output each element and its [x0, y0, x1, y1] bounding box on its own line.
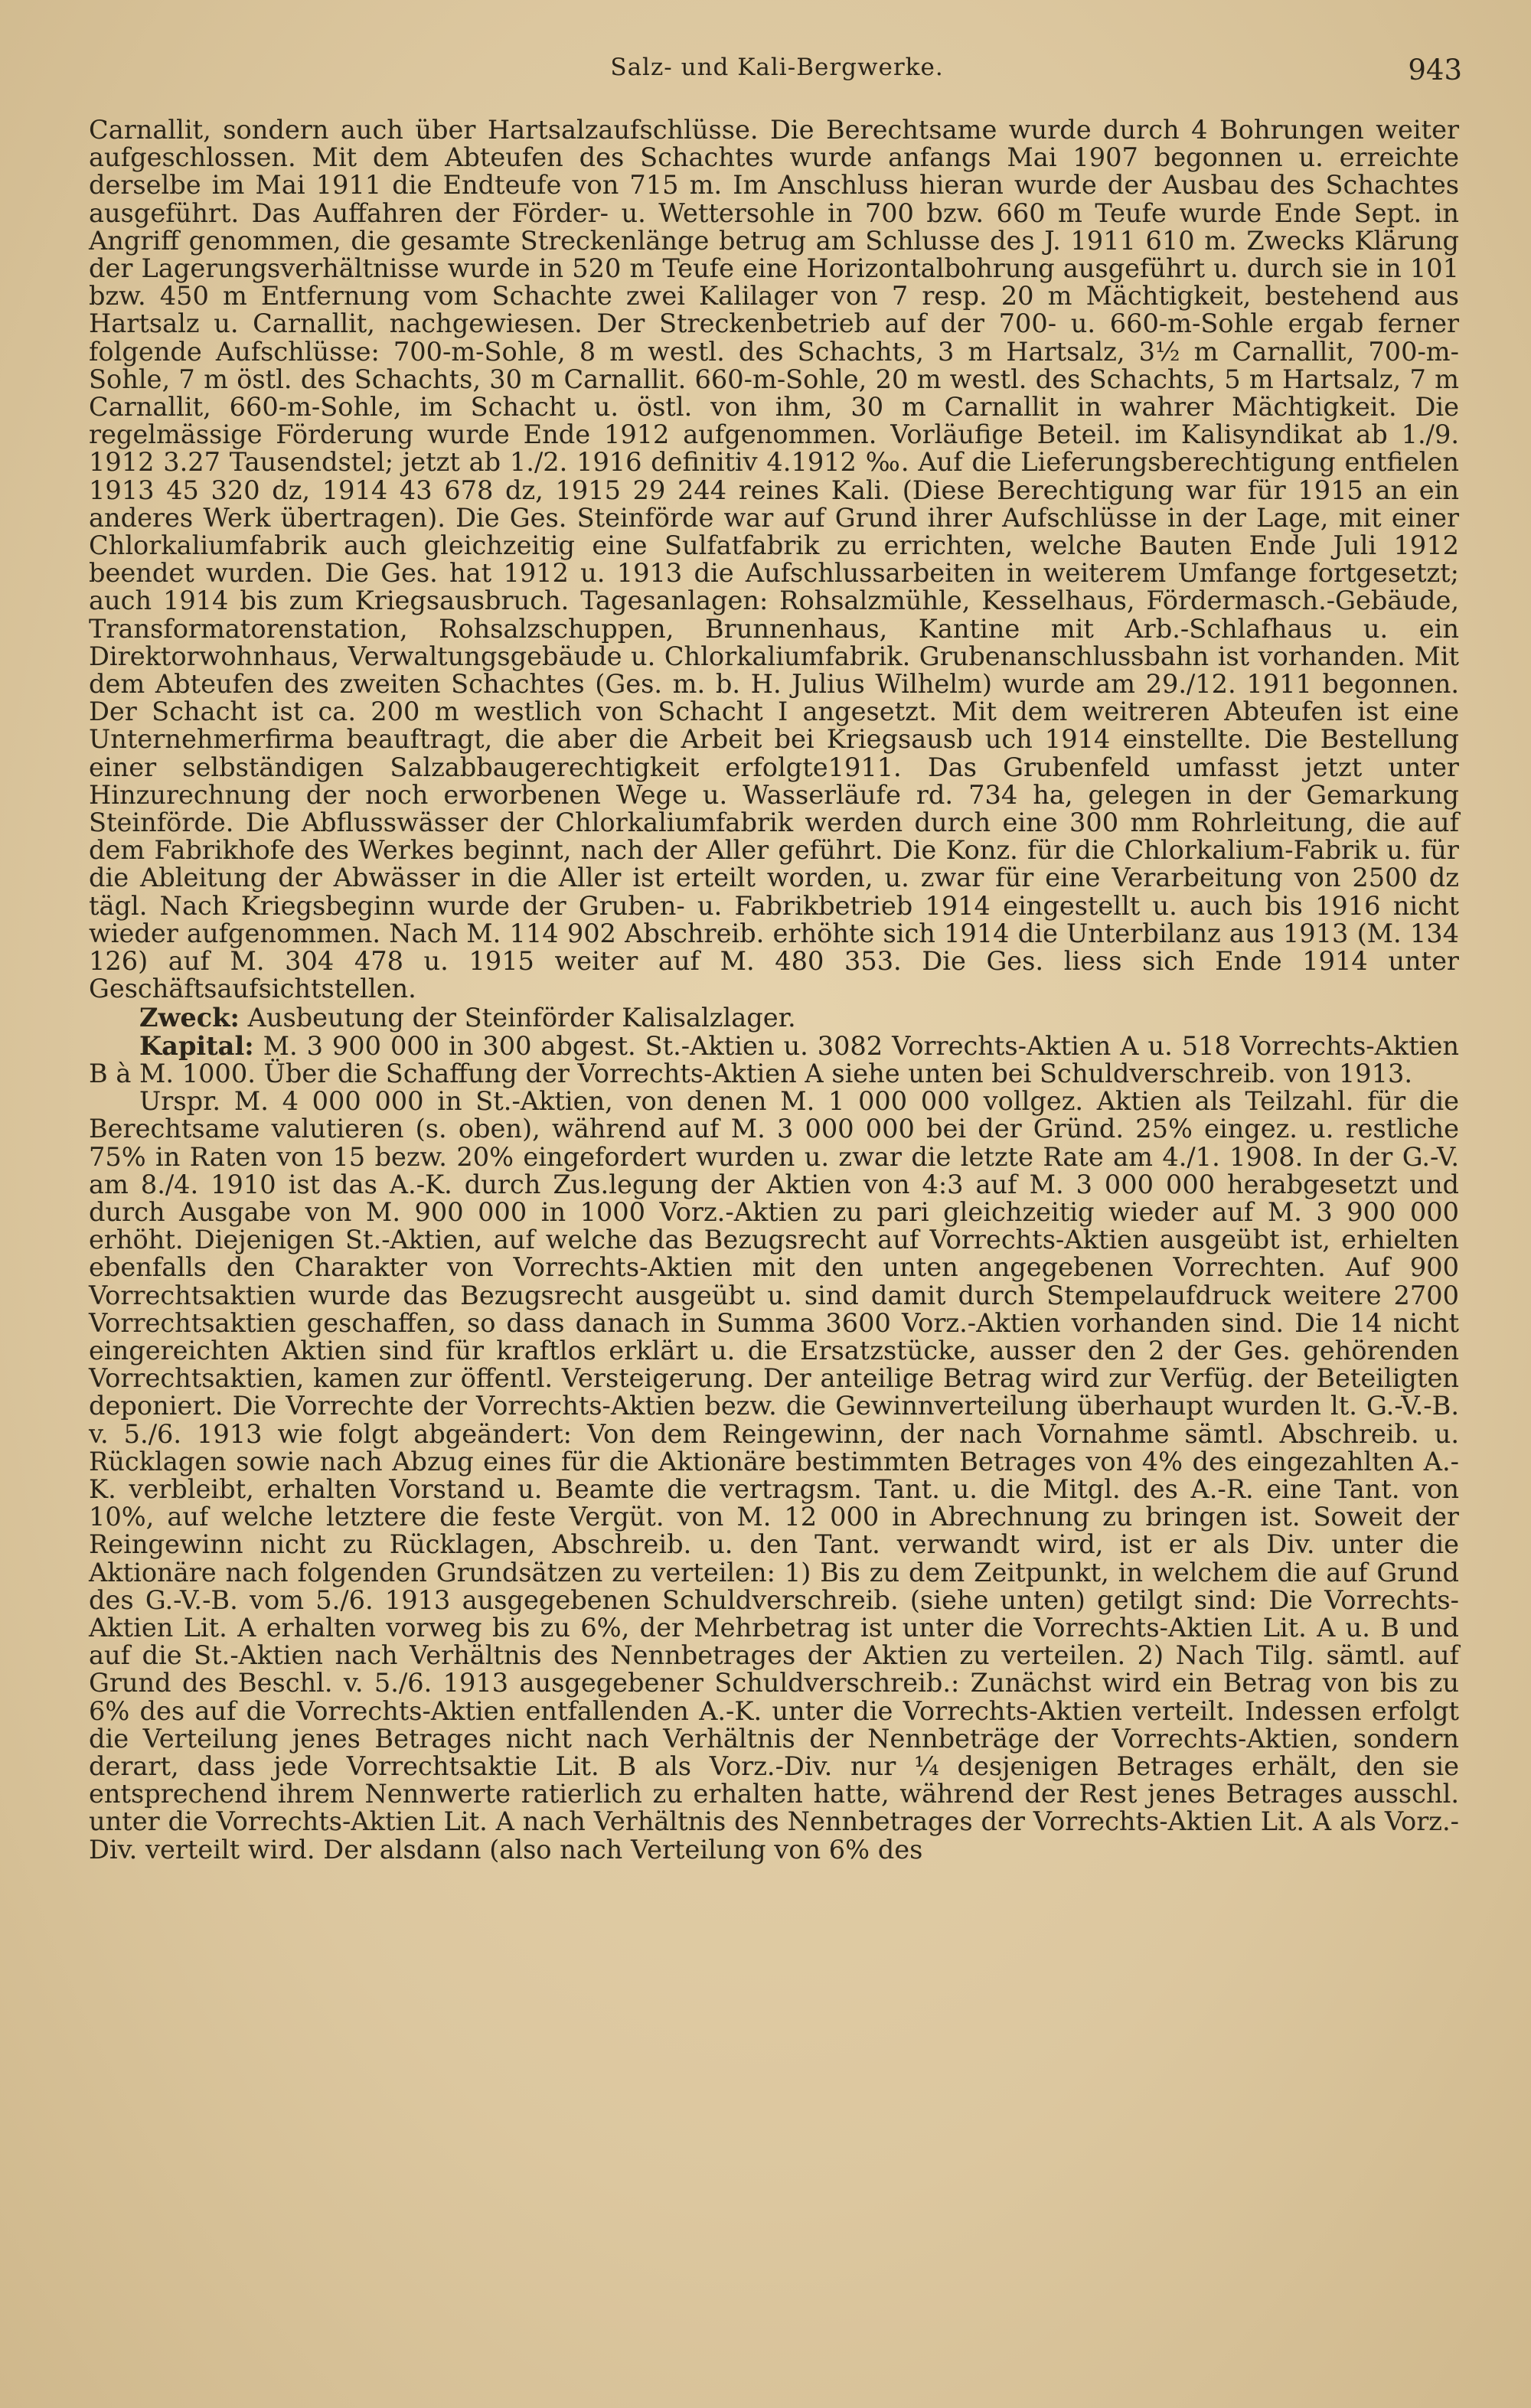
zweck-label: Zweck:	[139, 1001, 240, 1033]
paragraph-history: Carnallit, sondern auch über Hartsalzaufschlüsse. Die Berechtsame wurde durch 4 Bohrungen weiter aufgeschlossen. Mit dem Abteufen des Schachtes wurde anfangs Mai 1907 begonnen u. erreichte derselbe im Mai 1911 die Endteufe von 715 m. Im Anschluss hieran wurde der Ausbau des Schachtes ausgeführt. Das Auffahren der Förder- u. Wettersohle in 700 bzw. 660 m Teufe wurde Ende Sept. in Angriff genommen, die gesamte Streckenlänge betrug am Schlusse des J. 1911 610 m. Zwecks Klärung der Lagerungsverhältnisse wurde in 520 m Teufe eine Horizontalbohrung ausgeführt u. durch sie in 101 bzw. 450 m Entfernung vom Schachte zwei Kalilager von 7 resp. 20 m Mächtigkeit, bestehend aus Hartsalz u. Carnallit, nachgewiesen. Der Streckenbetrieb auf der 700- u. 660-m-Sohle ergab ferner folgende Aufschlüsse: 700-m-Sohle, 8 m westl. des Schachts, 3 m Hartsalz, 3½ m Carnallit, 700-m-Sohle, 7 m östl. des Schachts, 30 m Carnallit. 660-m-Sohle, 20 m westl. des Schachts, 5 m Hartsalz, 7 m Carnallit, 660-m-Sohle, im Schacht u. östl. von ihm, 30 m Carnallit in wahrer Mächtigkeit. Die regelmässige Förderung wurde Ende 1912 aufgenommen. Vorläufige Beteil. im Kalisyndikat ab 1./9. 1912 3.27 Tausendstel; jetzt ab 1./2. 1916 definitiv 4.1912 ‰. Auf die Lieferungsberechtigung entfielen 1913 45 320 dz, 1914 43 678 dz, 1915 29 244 reines Kali. (Diese Berechtigung war für 1915 an ein anderes Werk übertragen). Die Ges. Steinförde war auf Grund ihrer Aufschlüsse in der Lage, mit einer Chlorkaliumfabrik auch gleichzeitig eine Sulfatfabrik zu errichten, welche Bauten Ende Juli 1912 beendet wurden. Die Ges. hat 1912 u. 1913 die Aufschlussarbeiten in weiterem Umfange fortgesetzt; auch 1914 bis zum Kriegsausbruch. Tagesanlagen: Rohsalzmühle, Kesselhaus, Fördermasch.-Gebäude, Transformatorenstation, Rohsalzschuppen, Brunnenhaus, Kantine mit Arb.-Schlafhaus u. ein Direktorwohnhaus, Verwaltungsgebäude u. Chlorkaliumfabrik. Grubenanschlussbahn ist vorhanden. Mit dem Abteufen des zweiten Schachtes (Ges. m. b. H. Julius Wilhelm) wurde am 29./12. 1911 begonnen. Der Schacht ist ca. 200 m westlich von Schacht I angesetzt. Mit dem weitreren Abteufen ist eine Unternehmerfirma beauftragt, die aber die Arbeit bei Kriegsausb uch 1914 einstellte. Die Bestellung einer selbständigen Salzabbaugerechtigkeit erfolgte1911. Das Grubenfeld umfasst jetzt unter Hinzurechnung der noch erworbenen Wege u. Wasserläufe rd. 734 ha, gelegen in der Gemarkung Steinförde. Die Abflusswässer der Chlorkaliumfabrik werden durch eine 300 mm Rohrleitung, die auf dem Fabrikhofe des Werkes beginnt, nach der Aller geführt. Die Konz. für die Chlorkalium-Fabrik u. für die Ableitung der Abwässer in die Aller ist erteilt worden, u. zwar für eine Verarbeitung von 2500 dz tägl. Nach Kriegsbeginn wurde der Gruben- u. Fabrikbetrieb 1914 eingestellt u. auch bis 1916 nicht wieder aufgenommen. Nach M. 114 902 Abschreib. erhöhte sich 1914 die Unterbilanz aus 1913 (M. 134 126) auf M. 304 478 u. 1915 weiter auf M. 480 353. Die Ges. liess sich Ende 1914 unter Geschäftsaufsichtstellen.	[89, 115, 1459, 1004]
paragraph-zweck	[89, 1003, 1459, 1032]
paragraph-kapital	[89, 1029, 1459, 1088]
zweck-text: Ausbeutung der Steinförder Kalisalzlager.	[247, 1002, 796, 1033]
kapital-text: M. 3 900 000 in 300 abgest. St.-Aktien u. 3082 Vorrechts-Aktien A u. 518 Vorrechts-Aktien B à M. 1000. Über die Schaffung der Vorrechts-Aktien A siehe unten bei Schuldverschreib. von 1913.	[89, 1030, 1459, 1088]
page-header	[92, 54, 1462, 87]
running-title: Salz- und Kali-Bergwerke.	[610, 54, 944, 81]
paragraph-capital-history: Urspr. M. 4 000 000 in St.-Aktien, von denen M. 1 000 000 vollgez. Aktien als Teilzahl. für die Berechtsame valutieren (s. oben), während auf M. 3 000 000 bei der Gründ. 25% eingez. u. restliche 75% in Raten von 15 bezw. 20% eingefordert wurden u. zwar die letzte Rate am 4./1. 1908. In der G.-V. am 8./4. 1910 ist das A.-K. durch Zus.legung der Aktien von 4:3 auf M. 3 000 000 herabgesetzt und durch Ausgabe von M. 900 000 in 1000 Vorz.-Aktien zu pari gleichzeitig wieder auf M. 3 900 000 erhöht. Diejenigen St.-Aktien, auf welche das Bezugsrecht auf Vorrechts-Aktien ausgeübt ist, erhielten ebenfalls den Charakter von Vorrechts-Aktien mit den unten angegebenen Vorrechten. Auf 900 Vorrechtsaktien wurde das Bezugsrecht ausgeübt u. sind damit durch Stempelaufdruck weitere 2700 Vorrechtsaktien geschaffen, so dass danach in Summa 3600 Vorz.-Aktien vorhanden sind. Die 14 nicht eingereichten Aktien sind für kraftlos erklärt u. die Ersatzstücke, ausser den 2 der Ges. gehörenden Vorrechtsaktien, kamen zur öffentl. Versteigerung. Der anteilige Betrag wird zur Verfüg. der Beteiligten deponiert. Die Vorrechte der Vorrechts-Aktien bezw. die Gewinnverteilung überhaupt wurden lt. G.-V.-B. v. 5./6. 1913 wie folgt abgeändert: Von dem Reingewinn, der nach Vornahme sämtl. Abschreib. u. Rücklagen sowie nach Abzug eines für die Aktionäre bestimmten Betrages von 4% des eingezahlten A.-K. verbleibt, erhalten Vorstand u. Beamte die vertragsm. Tant. u. die Mitgl. des A.-R. eine Tant. von 10%, auf welche letztere die feste Vergüt. von M. 12 000 in Abrechnung zu bringen ist. Soweit der Reingewinn nicht zu Rücklagen, Abschreib. u. den Tant. verwandt wird, ist er als Div. unter die Aktionäre nach folgenden Grundsätzen zu verteilen: 1) Bis zu dem Zeitpunkt, in welchem die auf Grund des G.-V.-B. vom 5./6. 1913 ausgegebenen Schuldverschreib. (siehe unten) getilgt sind: Die Vorrechts-Aktien Lit. A erhalten vorweg bis zu 6%, der Mehrbetrag ist unter die Vorrechts-Aktien Lit. A u. B und auf die St.-Aktien nach Verhältnis des Nennbetrages der Aktien zu verteilen. 2) Nach Tilg. sämtl. auf Grund des Beschl. v. 5./6. 1913 ausgegebener Schuldverschreib.: Zunächst wird ein Betrag von bis zu 6% des auf die Vorrechts-Aktien entfallenden A.-K. unter die Vorrechts-Aktien verteilt. Indessen erfolgt die Verteilung jenes Betrages nicht nach Verhältnis der Nennbeträge der Vorrechts-Aktien, sondern derart, dass jede Vorrechtsaktie Lit. B als Vorz.-Div. nur ¼ desjenigen Betrages erhält, den sie entsprechend ihrem Nennwerte ratierlich zu erhalten hatte, während der Rest jenes Betrages ausschl. unter die Vorrechts-Aktien Lit. A nach Verhältnis des Nennbetrages der Vorrechts-Aktien Lit. A als Vorz.-Div. verteilt wird. Der alsdann (also nach Verteilung von 6% des	[89, 1086, 1459, 1865]
body-text	[89, 116, 1459, 1864]
page-number: 943	[1408, 54, 1462, 86]
kapital-label: Kapital:	[139, 1029, 254, 1061]
